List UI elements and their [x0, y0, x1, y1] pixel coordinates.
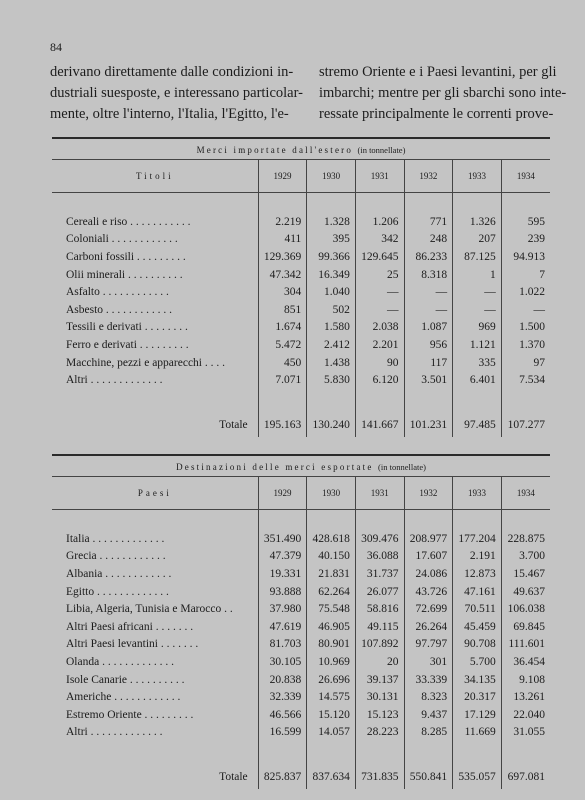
- row-label: Ferro e derivati . . . . . . . . .: [66, 338, 189, 351]
- row-value: 207: [453, 231, 502, 249]
- table-row: [52, 600, 550, 618]
- row-value: 5.830: [307, 371, 356, 389]
- page-number: 84: [50, 40, 62, 54]
- row-label: Asbesto . . . . . . . . . . . .: [66, 303, 173, 316]
- row-label: Altri . . . . . . . . . . . . .: [66, 726, 163, 739]
- row-value: 1.328: [307, 213, 356, 231]
- year-header: 1932: [404, 477, 453, 510]
- row-value: 239: [501, 231, 550, 249]
- row-label: Estremo Oriente . . . . . . . . .: [66, 708, 194, 721]
- table-row: [52, 266, 550, 284]
- table-row: [52, 283, 550, 301]
- row-value: 87.125: [453, 248, 502, 266]
- row-value: 208.977: [404, 530, 453, 548]
- row-value: 771: [404, 213, 453, 231]
- table-row: [52, 301, 550, 319]
- row-value: —: [501, 301, 550, 319]
- year-header: 1931: [355, 477, 404, 510]
- intro-line: derivano direttamente dalle condizioni in-: [50, 64, 294, 80]
- row-value: 22.040: [501, 706, 550, 724]
- year-header: 1929: [258, 160, 307, 193]
- row-value: 1.580: [307, 319, 356, 337]
- intro-right-column: [319, 62, 566, 125]
- table-row: [52, 618, 550, 636]
- row-value: 47.379: [258, 548, 307, 566]
- row-label: Macchine, pezzi e apparecchi . . . .: [66, 356, 225, 369]
- row-value: 1.438: [307, 354, 356, 372]
- row-label: Carboni fossili . . . . . . . . .: [66, 250, 186, 263]
- row-label: Isole Canarie . . . . . . . . . .: [66, 673, 185, 686]
- row-label: Albania . . . . . . . . . . . .: [66, 567, 172, 580]
- row-value: 47.619: [258, 618, 307, 636]
- intro-text: [50, 62, 567, 125]
- table-title-text: Destinazioni delle merci esportate: [176, 462, 374, 472]
- row-value: 106.038: [501, 600, 550, 618]
- row-value: 2.038: [355, 319, 404, 337]
- row-value: 1.022: [501, 283, 550, 301]
- row-value: 20.317: [453, 688, 502, 706]
- row-value: 8.323: [404, 688, 453, 706]
- row-label: Grecia . . . . . . . . . . . .: [66, 550, 166, 563]
- year-header: 1929: [258, 477, 307, 510]
- row-label: Americhe . . . . . . . . . . . .: [66, 691, 181, 704]
- row-value: 62.264: [307, 583, 356, 601]
- row-value: 7: [501, 266, 550, 284]
- row-value: 28.223: [355, 724, 404, 742]
- year-header: 1930: [307, 160, 356, 193]
- row-value: 395: [307, 231, 356, 249]
- row-value: 32.339: [258, 688, 307, 706]
- row-value: 15.120: [307, 706, 356, 724]
- row-value: 26.077: [355, 583, 404, 601]
- table-row: [52, 671, 550, 689]
- total-label: Totale: [219, 771, 248, 784]
- row-value: 309.476: [355, 530, 404, 548]
- row-value: 177.204: [453, 530, 502, 548]
- intro-line: imbarchi; mentre per gli sbarchi sono inte-: [318, 85, 567, 101]
- row-value: 304: [258, 283, 307, 301]
- row-label: Italia . . . . . . . . . . . . .: [66, 532, 165, 545]
- row-value: 19.331: [258, 565, 307, 583]
- table-row: [52, 636, 550, 654]
- row-value: 1.326: [453, 213, 502, 231]
- row-value: 21.831: [307, 565, 356, 583]
- row-value: 428.618: [307, 530, 356, 548]
- row-value: 80.901: [307, 636, 356, 654]
- total-label: Totale: [219, 418, 248, 431]
- row-value: 45.459: [453, 618, 502, 636]
- row-value: 335: [453, 354, 502, 372]
- row-label: Olii minerali . . . . . . . . . .: [66, 268, 183, 281]
- table-row: [52, 548, 550, 566]
- row-value: 342: [355, 231, 404, 249]
- row-value: 31.055: [501, 724, 550, 742]
- total-value: 697.081: [501, 765, 550, 789]
- row-label: Asfalto . . . . . . . . . . . .: [66, 286, 169, 299]
- table-unit: (in tonnellate): [357, 145, 406, 155]
- year-header: 1934: [501, 477, 550, 510]
- label-column-header: Paesi: [52, 477, 258, 510]
- row-value: 14.057: [307, 724, 356, 742]
- row-value: 11.669: [453, 724, 502, 742]
- row-value: 228.875: [501, 530, 550, 548]
- row-value: 31.737: [355, 565, 404, 583]
- intro-left-column: [50, 62, 303, 125]
- table-title: [52, 456, 550, 477]
- row-value: 3.501: [404, 371, 453, 389]
- row-value: 20.838: [258, 671, 307, 689]
- total-value: 825.837: [258, 765, 307, 789]
- table-row: [52, 688, 550, 706]
- row-label: Coloniali . . . . . . . . . . . .: [66, 233, 178, 246]
- table-row: [52, 336, 550, 354]
- year-header: 1931: [355, 160, 404, 193]
- table-row: [52, 565, 550, 583]
- row-value: 34.135: [453, 671, 502, 689]
- table-title-text: Merci importate dall'estero: [196, 145, 354, 155]
- row-value: 450: [258, 354, 307, 372]
- row-value: —: [404, 301, 453, 319]
- imports-table: [52, 137, 550, 439]
- row-value: 595: [501, 213, 550, 231]
- table-row: [52, 653, 550, 671]
- row-value: 12.873: [453, 565, 502, 583]
- header-row: [52, 160, 550, 193]
- row-value: 99.366: [307, 248, 356, 266]
- row-label: Altri . . . . . . . . . . . . .: [66, 374, 163, 387]
- header-row: [52, 477, 550, 510]
- row-value: 1.121: [453, 336, 502, 354]
- row-value: 129.645: [355, 248, 404, 266]
- row-value: 70.511: [453, 600, 502, 618]
- row-value: —: [453, 283, 502, 301]
- total-value: 550.841: [404, 765, 453, 789]
- table-row: [52, 354, 550, 372]
- year-header: 1934: [501, 160, 550, 193]
- row-value: 15.123: [355, 706, 404, 724]
- row-value: 33.339: [404, 671, 453, 689]
- row-value: 2.201: [355, 336, 404, 354]
- data-table: [52, 160, 550, 437]
- row-value: 36.088: [355, 548, 404, 566]
- row-value: 5.472: [258, 336, 307, 354]
- row-value: 956: [404, 336, 453, 354]
- table-row: [52, 583, 550, 601]
- row-value: 8.285: [404, 724, 453, 742]
- row-value: 49.115: [355, 618, 404, 636]
- row-value: 25: [355, 266, 404, 284]
- row-label: Altri Paesi africani . . . . . . .: [66, 620, 194, 633]
- row-value: 1.500: [501, 319, 550, 337]
- row-value: 6.120: [355, 371, 404, 389]
- row-value: 117: [404, 354, 453, 372]
- total-value: 141.667: [355, 413, 404, 437]
- row-value: —: [404, 283, 453, 301]
- total-value: 97.485: [453, 413, 502, 437]
- row-value: 301: [404, 653, 453, 671]
- intro-line: dustriali suesposte, e interessano particolar-: [50, 85, 303, 101]
- row-value: 15.467: [501, 565, 550, 583]
- table-row: [52, 724, 550, 742]
- row-value: 81.703: [258, 636, 307, 654]
- row-value: 13.261: [501, 688, 550, 706]
- row-value: 9.437: [404, 706, 453, 724]
- exports-table: [52, 454, 550, 798]
- row-value: 502: [307, 301, 356, 319]
- row-value: 47.161: [453, 583, 502, 601]
- table-row: [52, 231, 550, 249]
- row-value: 97: [501, 354, 550, 372]
- row-value: 6.401: [453, 371, 502, 389]
- row-value: 93.888: [258, 583, 307, 601]
- row-label: Altri Paesi levantini . . . . . . .: [66, 638, 199, 651]
- row-value: 20: [355, 653, 404, 671]
- row-value: 5.700: [453, 653, 502, 671]
- row-value: 75.548: [307, 600, 356, 618]
- row-value: 40.150: [307, 548, 356, 566]
- row-value: 7.071: [258, 371, 307, 389]
- total-row: [52, 765, 550, 789]
- row-value: 24.086: [404, 565, 453, 583]
- row-value: 37.980: [258, 600, 307, 618]
- row-value: 1.370: [501, 336, 550, 354]
- row-value: 8.318: [404, 266, 453, 284]
- row-value: 46.905: [307, 618, 356, 636]
- row-value: 30.131: [355, 688, 404, 706]
- row-value: 969: [453, 319, 502, 337]
- total-value: 130.240: [307, 413, 356, 437]
- year-header: 1933: [453, 477, 502, 510]
- row-value: 69.845: [501, 618, 550, 636]
- row-value: —: [453, 301, 502, 319]
- row-value: 17.129: [453, 706, 502, 724]
- row-value: 30.105: [258, 653, 307, 671]
- row-value: 7.534: [501, 371, 550, 389]
- table-row: [52, 319, 550, 337]
- total-row: [52, 413, 550, 437]
- total-value: 731.835: [355, 765, 404, 789]
- year-header: 1930: [307, 477, 356, 510]
- row-label: Libia, Algeria, Tunisia e Marocco . .: [66, 603, 233, 616]
- row-value: 111.601: [501, 636, 550, 654]
- table-row: [52, 248, 550, 266]
- row-value: 129.369: [258, 248, 307, 266]
- total-value: 535.057: [453, 765, 502, 789]
- row-value: 46.566: [258, 706, 307, 724]
- row-value: 16.349: [307, 266, 356, 284]
- table-row: [52, 706, 550, 724]
- row-value: 2.412: [307, 336, 356, 354]
- row-value: 1.206: [355, 213, 404, 231]
- year-header: 1933: [453, 160, 502, 193]
- row-value: 36.454: [501, 653, 550, 671]
- row-value: 97.797: [404, 636, 453, 654]
- table-row: [52, 371, 550, 389]
- row-value: 351.490: [258, 530, 307, 548]
- row-value: —: [355, 301, 404, 319]
- row-value: 2.219: [258, 213, 307, 231]
- row-value: 1.674: [258, 319, 307, 337]
- total-value: 107.277: [501, 413, 550, 437]
- row-value: 3.700: [501, 548, 550, 566]
- total-value: 195.163: [258, 413, 307, 437]
- label-column-header: Titoli: [52, 160, 258, 193]
- data-table: [52, 477, 550, 789]
- total-value: 837.634: [307, 765, 356, 789]
- row-value: 26.696: [307, 671, 356, 689]
- total-value: 101.231: [404, 413, 453, 437]
- row-value: 16.599: [258, 724, 307, 742]
- row-value: 851: [258, 301, 307, 319]
- row-value: 26.264: [404, 618, 453, 636]
- row-label: Olanda . . . . . . . . . . . . .: [66, 655, 174, 668]
- table-row: [52, 213, 550, 231]
- row-value: 248: [404, 231, 453, 249]
- row-value: 17.607: [404, 548, 453, 566]
- row-value: 90.708: [453, 636, 502, 654]
- intro-line: stremo Oriente e i Paesi levantini, per gli: [318, 64, 557, 80]
- row-value: 1: [453, 266, 502, 284]
- row-value: 72.699: [404, 600, 453, 618]
- table-unit: (in tonnellate): [378, 462, 426, 472]
- table-title: [52, 139, 550, 160]
- row-value: —: [355, 283, 404, 301]
- row-value: 10.969: [307, 653, 356, 671]
- row-label: Egitto . . . . . . . . . . . . .: [66, 585, 169, 598]
- table-row: [52, 530, 550, 548]
- row-value: 9.108: [501, 671, 550, 689]
- row-value: 39.137: [355, 671, 404, 689]
- row-value: 43.726: [404, 583, 453, 601]
- row-value: 49.637: [501, 583, 550, 601]
- row-label: Tessili e derivati . . . . . . . .: [66, 321, 188, 334]
- row-value: 107.892: [355, 636, 404, 654]
- row-value: 14.575: [307, 688, 356, 706]
- row-value: 1.040: [307, 283, 356, 301]
- row-value: 58.816: [355, 600, 404, 618]
- row-value: 90: [355, 354, 404, 372]
- row-value: 86.233: [404, 248, 453, 266]
- year-header: 1932: [404, 160, 453, 193]
- intro-line: ressate principalmente le correnti prove-: [318, 106, 554, 122]
- row-label: Cereali e riso . . . . . . . . . . .: [66, 215, 191, 228]
- row-value: 1.087: [404, 319, 453, 337]
- row-value: 47.342: [258, 266, 307, 284]
- row-value: 94.913: [501, 248, 550, 266]
- row-value: 411: [258, 231, 307, 249]
- row-value: 2.191: [453, 548, 502, 566]
- intro-line: mente, oltre l'interno, l'Italia, l'Egitto, l'e-: [50, 106, 289, 122]
